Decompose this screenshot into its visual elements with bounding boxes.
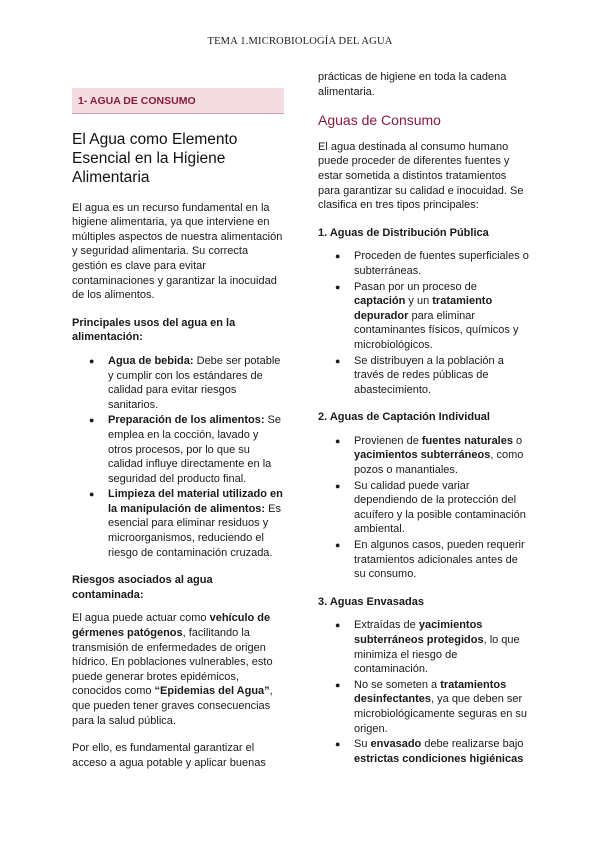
water-type-list xyxy=(318,249,530,397)
list-item-bold: tratamiento depurador xyxy=(354,295,493,322)
list-item xyxy=(108,354,284,412)
list-item-text: Se emplea en la cocción, lavado y otros procesos, por lo que su calidad influye directamente en la seguridad del producto final. xyxy=(108,414,282,485)
list-item-text: , como pozos o manantiales. xyxy=(354,449,524,477)
list-item-text: Se distribuyen a la población a través de redes públicas de abastecimiento. xyxy=(354,354,504,396)
list-item xyxy=(354,354,530,398)
list-item-term: Preparación de los alimentos: xyxy=(108,414,265,427)
list-item-text: Provienen de xyxy=(354,434,422,447)
list-item-bold: yacimientos subterráneos xyxy=(354,449,491,462)
list-item xyxy=(108,487,284,560)
section-banner: 1- AGUA DE CONSUMO xyxy=(72,88,284,114)
consumo-intro: El agua destinada al consumo humano puede proceder de diferentes fuentes y estar sometida a distintos tratamientos para garantizar su calidad e inocuidad. Se clasifica en tres tipos principales: xyxy=(318,140,524,212)
risks-text: El agua puede actuar como xyxy=(72,612,210,625)
list-item-text: o xyxy=(512,434,523,447)
uses-heading: Principales usos del agua en la alimentación: xyxy=(72,316,236,344)
list-item-bold: yacimientos subterráneos protegidos xyxy=(354,619,484,646)
section-title: Aguas de Consumo xyxy=(318,112,441,129)
list-item xyxy=(354,678,530,736)
list-item-text: Su calidad puede variar dependiendo de la protección del acuífero y la posible contaminación ambiental. xyxy=(354,479,526,536)
list-item-bold: tratamientos desinfectantes xyxy=(354,678,507,706)
list-item-text: No se someten a xyxy=(354,678,441,691)
intro-paragraph: El agua es un recurso fundamental en la higiene alimentaria, ya que interviene en múltiples aspectos de nuestra alimentación y seguridad alimentaria. Su correcta gestión es clave para evitar contaminaciones y garantizar la inocuidad de los alimentos. xyxy=(72,201,283,302)
closing-paragraph: Por ello, es fundamental garantizar el acceso a agua potable y aplicar buenas xyxy=(72,742,266,769)
list-item xyxy=(108,413,284,486)
list-item-text: Su xyxy=(354,738,371,751)
water-type-heading: 3. Aguas Envasadas xyxy=(318,595,424,608)
list-item-bold: fuentes naturales xyxy=(421,434,513,447)
list-item-text: debe realizarse bajo xyxy=(421,738,524,751)
list-item xyxy=(354,249,530,278)
list-item xyxy=(354,618,530,676)
list-item xyxy=(354,280,530,353)
water-type-list xyxy=(318,618,530,766)
page-header: TEMA 1.MICROBIOLOGÍA DEL AGUA xyxy=(207,36,393,47)
left-column xyxy=(72,88,284,783)
risks-paragraph xyxy=(72,611,284,728)
risks-text: , que pueden tener graves consecuencias para la salud pública. xyxy=(72,685,273,727)
right-column xyxy=(318,70,530,779)
continuation-paragraph: prácticas de higiene en toda la cadena alimentaria. xyxy=(318,71,507,98)
list-item-bold: estrictas condiciones higiénicas xyxy=(354,752,524,765)
list-item-text: para eliminar contaminantes físicos, químicos y microbiológicos. xyxy=(354,309,519,351)
list-item-text: Proceden de fuentes superficiales o subterráneas. xyxy=(354,250,529,277)
list-item-text: Es esencial para eliminar residuos y microorganismos, reduciendo el riesgo de contaminación cruzada. xyxy=(108,502,281,559)
list-item-text: Extraídas de xyxy=(354,619,419,632)
risks-bold: “Epidemias del Agua” xyxy=(154,685,270,698)
list-item-bold: captación xyxy=(354,295,406,308)
list-item-bold: envasado xyxy=(370,738,422,751)
list-item-text: , ya que deben ser microbiológicamente seguras en su origen. xyxy=(354,693,528,735)
list-item-text: , lo que minimiza el riesgo de contaminación. xyxy=(354,634,520,676)
list-item-term: Agua de bebida: xyxy=(108,354,194,367)
list-item xyxy=(354,538,530,582)
risks-heading: Riesgos asociados al agua contaminada: xyxy=(72,574,213,601)
risks-text: , facilitando la transmisión de enfermedades de origen hídrico. En poblaciones vulnerables, esto puede generar brotes epidémicos, conocidos como xyxy=(72,627,273,698)
list-item-text: En algunos casos, pueden requerir tratamientos adicionales antes de su consumo. xyxy=(354,539,525,581)
list-item xyxy=(354,479,530,537)
risks-bold: vehículo de gérmenes patógenos xyxy=(72,612,271,640)
water-type-heading: 2. Aguas de Captación Individual xyxy=(318,411,490,424)
list-item-text: Pasan por un proceso de xyxy=(354,280,477,293)
list-item xyxy=(354,737,530,766)
water-types xyxy=(318,226,530,767)
document-title: El Agua como Elemento Esencial en la Higiene Alimentaria xyxy=(72,130,238,186)
water-type-heading: 1. Aguas de Distribución Pública xyxy=(318,226,489,239)
list-item-term: Limpieza del material utilizado en la manipulación de alimentos: xyxy=(108,488,283,515)
list-item-text: Debe ser potable y cumplir con los estándares de calidad para evitar riesgos sanitarios. xyxy=(108,354,281,411)
list-item xyxy=(354,434,530,478)
list-item-text: y un xyxy=(405,295,433,308)
water-type-list xyxy=(318,434,530,582)
uses-list xyxy=(72,354,284,560)
